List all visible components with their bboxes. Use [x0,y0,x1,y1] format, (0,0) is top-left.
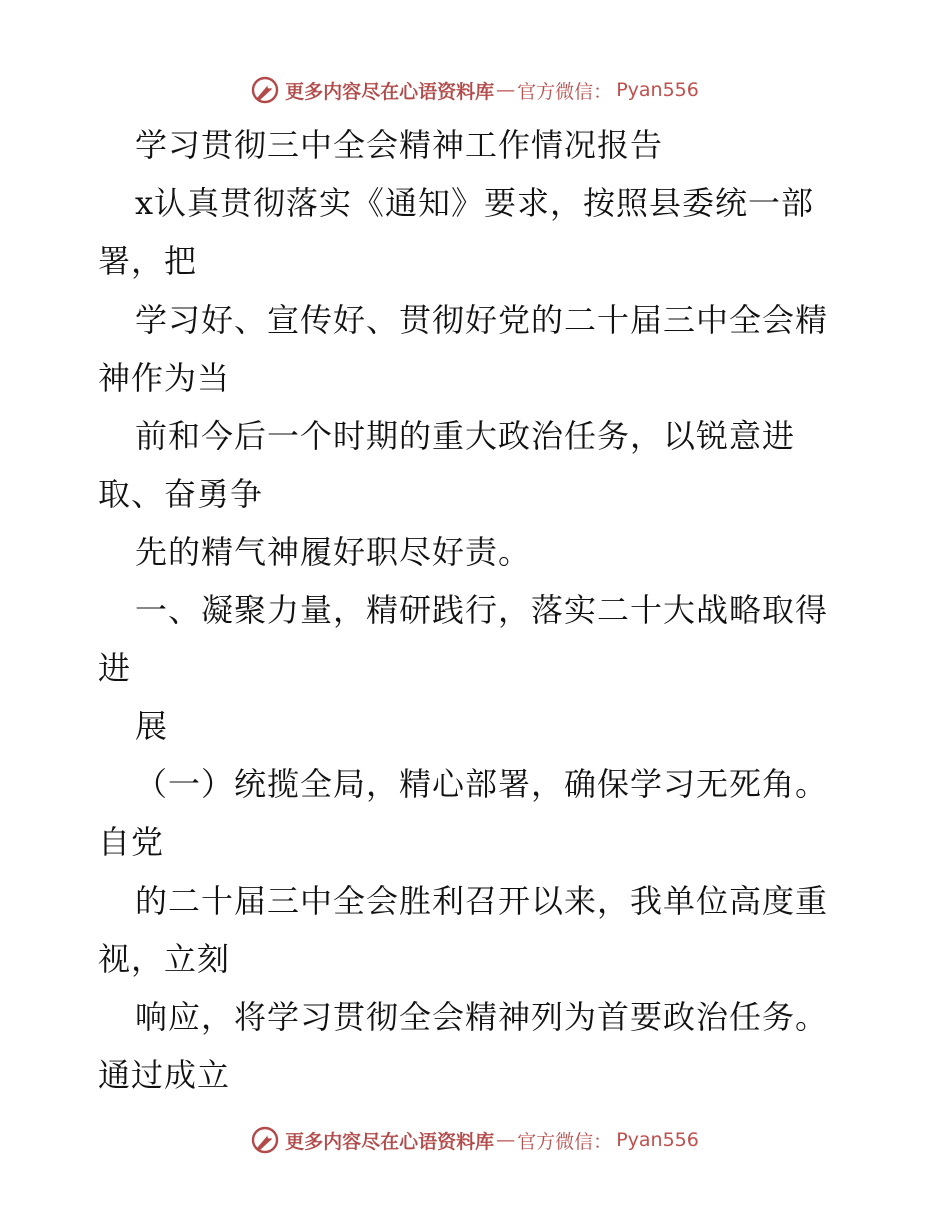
paragraph-line: 通过成立 [98,1056,231,1094]
paragraph-line: 取、奋勇争 [98,475,264,513]
pen-nib-circle-icon [251,1126,279,1154]
paragraph-line: 神作为当 [98,359,231,397]
section-heading-line: 展 [135,707,169,745]
watermark-separator: — [496,1129,516,1151]
section-heading-line: 进 [98,649,132,687]
watermark-brand: 更多内容尽在心语资料库 [285,1130,495,1153]
watermark-wechat-id: Pyan556 [616,79,699,101]
watermark-wechat-label: 官方微信： [517,1130,613,1153]
paragraph-line: 先的精气神履好职尽好责。 [135,533,532,571]
watermark-wechat-label: 官方微信： [517,80,613,103]
paragraph-line: 前和今后一个时期的重大政治任务，以锐意进 [135,417,796,455]
pen-nib-circle-icon [251,76,279,104]
section-heading-line: 一、凝聚力量，精研践行，落实二十大战略取得 [135,591,829,629]
paragraph-line: 署，把 [98,242,198,280]
watermark-separator: — [496,79,516,101]
watermark-brand: 更多内容尽在心语资料库 [285,80,495,103]
paragraph-line: 视，立刻 [98,940,231,978]
watermark-footer [0,1123,950,1157]
paragraph-line: 学习好、宣传好、贯彻好党的二十届三中全会精 [135,301,829,339]
subsection-heading-line: （一）统揽全局，精心部署，确保学习无死角。 [135,765,829,803]
paragraph-line: 自党 [98,823,165,861]
document-title: 学习贯彻三中全会精神工作情况报告 [135,126,664,164]
paragraph-line: 的二十届三中全会胜利召开以来，我单位高度重 [135,882,829,920]
paragraph-line: x认真贯彻落实《通知》要求，按照县委统一部 [135,184,815,222]
paragraph-line: 响应，将学习贯彻全会精神列为首要政治任务。 [135,998,829,1036]
watermark-wechat-id: Pyan556 [616,1129,699,1151]
watermark-header [0,73,950,107]
